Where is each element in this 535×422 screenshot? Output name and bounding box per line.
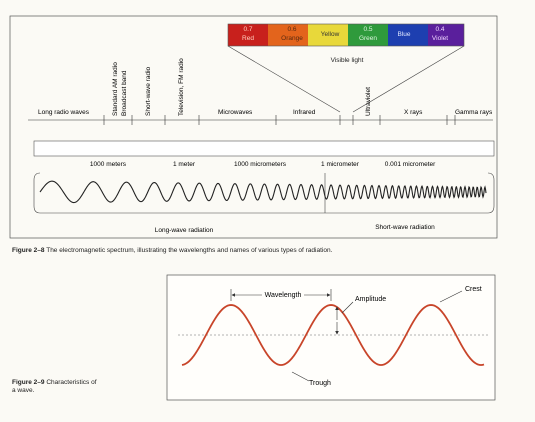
band-orange-wavelength: 0.6 (287, 26, 297, 33)
label-short-wave-radio: Short-wave radio (145, 66, 152, 116)
band-red-name: Red (242, 35, 254, 42)
figure-2-8-label: Figure 2–8 (12, 247, 45, 254)
label-broadcast-band: Broadcast band (121, 70, 128, 116)
band-violet-name: Violet (431, 35, 449, 42)
spectrum-band (34, 141, 494, 156)
label-ultraviolet: Ultraviolet (365, 87, 372, 116)
figure-2-9-text-2: a wave. (12, 387, 35, 394)
band-blue-name: Blue (397, 31, 411, 38)
visible-label: Visible light (330, 57, 364, 64)
scale-1-micrometer: 1 micrometer (321, 161, 359, 168)
trough-label: Trough (309, 380, 331, 387)
label-infrared: Infrared (293, 109, 316, 116)
figure-2-9-caption (12, 379, 162, 395)
scale-1000-meters: 1000 meters (89, 161, 127, 168)
spectrum-frame (10, 16, 497, 238)
label-gamma-rays: Gamma rays (455, 109, 493, 116)
figure-2-8-text: The electromagnetic spectrum, illustrating the wavelengths and names of various types of radiation. (46, 247, 333, 254)
band-yellow-name: Yellow (320, 31, 340, 38)
visible-light-funnel (228, 46, 464, 112)
figure-2-9-text-1: Characteristics of (46, 379, 97, 386)
short-wave-radiation-label: Short-wave radiation (375, 224, 435, 231)
label-television-fm-radio: Television, FM radio (178, 58, 185, 116)
spectrum-axis (28, 115, 493, 125)
band-violet-wavelength: 0.4 (435, 26, 445, 33)
band-red-wavelength: 0.7 (243, 26, 253, 33)
band-orange-name: Orange (281, 35, 303, 42)
label-standard-am-radio: Standard AM radio (112, 62, 119, 116)
visible-color-bar (228, 24, 464, 46)
wavelength-label: Wavelength (264, 292, 302, 299)
long-wave-radiation-label: Long-wave radiation (154, 227, 214, 234)
amplitude-label: Amplitude (355, 296, 387, 303)
scale-1-meter: 1 meter (172, 161, 196, 168)
figure-2-8-caption (12, 247, 522, 255)
figure-2-9-label: Figure 2–9 (12, 379, 45, 386)
band-green-wavelength: 0.5 (363, 26, 373, 33)
scale-0001-micrometer: 0.001 micrometer (384, 161, 436, 168)
label-x-rays: X rays (404, 109, 423, 116)
crest-label: Crest (465, 286, 482, 293)
scale-1000-micrometers: 1000 micrometers (233, 161, 287, 168)
spectrum-wave (40, 181, 486, 202)
label-microwaves: Microwaves (218, 109, 253, 116)
label-long-radio-waves: Long radio waves (38, 109, 89, 116)
band-green-name: Green (358, 35, 378, 42)
